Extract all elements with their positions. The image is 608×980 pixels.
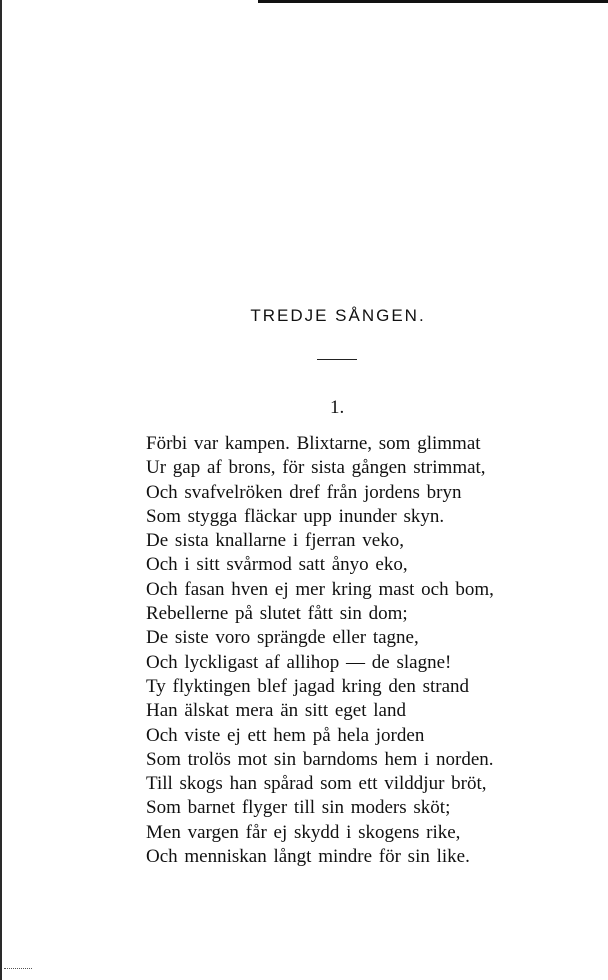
poem-line: Ty flyktingen blef jagad kring den strand: [146, 675, 470, 697]
poem-line: Förbi var kampen. Blixtarne, som glimmat: [146, 433, 481, 454]
poem-line: Men vargen får ej skydd i skogens rike,: [146, 821, 461, 843]
poem-line: Som trolös mot sin barndoms hem i norden.: [146, 748, 494, 770]
poem-line: Till skogs han spårad som ett vilddjur bröt,: [146, 773, 487, 795]
poem-line: Och viste ej ett hem på hela jorden: [146, 724, 425, 746]
poem-line: Och i sitt svårmod satt ånyo eko,: [146, 554, 408, 576]
poem-line: De siste voro sprängde eller tagne,: [146, 627, 419, 649]
poem-line: Han älskat mera än sitt eget land: [146, 700, 406, 722]
scan-specks: [4, 968, 32, 971]
poem-line: Som stygga fläckar upp inunder skyn.: [146, 505, 445, 527]
poem-line: Och lyckligast af allihop — de slagne!: [146, 651, 452, 673]
section-title: TREDJE SÅNGEN.: [250, 306, 426, 325]
poem-line: Som barnet flyger till sin moders sköt;: [146, 797, 451, 819]
poem-line: Och svafvelröken dref från jordens bryn: [146, 481, 462, 503]
poem-line: Och fasan hven ej mer kring mast och bom,: [146, 578, 494, 600]
poem-line: Och menniskan långt mindre för sin like.: [146, 846, 470, 868]
poem-line: Rebellerne på slutet fått sin dom;: [146, 603, 408, 625]
poem-line: Ur gap af brons, för sista gången strimmat,: [146, 457, 486, 479]
top-edge-rule: [258, 0, 608, 3]
poem-stanza: [146, 432, 494, 869]
stanza-number: 1.: [330, 397, 345, 418]
page-left-edge: [0, 0, 2, 980]
poem-line: De sista knallarne i fjerran veko,: [146, 530, 404, 552]
title-divider: [317, 359, 357, 360]
